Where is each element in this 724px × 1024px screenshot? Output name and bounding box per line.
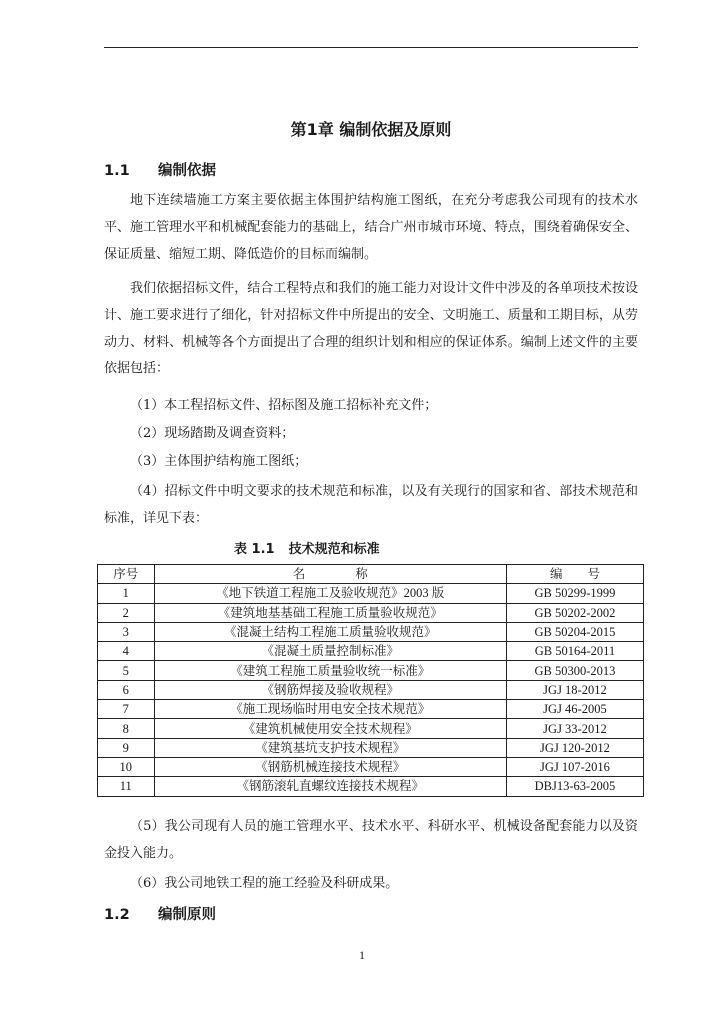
row-code: JGJ 120-2012 — [506, 738, 643, 757]
header-index: 序号 — [98, 565, 155, 584]
row-index: 1 — [98, 584, 155, 603]
row-name: 《建筑机械使用安全技术规程》 — [154, 719, 506, 738]
spec-table — [97, 564, 644, 797]
row-index: 2 — [98, 603, 155, 622]
paragraph-tender: 我们依据招标文件，结合工程特点和我们的施工能力对设计文件中涉及的各单项技术按设计、施工要求进行了细化，针对招标文件中所提出的安全、文明施工、质量和工期目标，从劳动力、材料、机械等各个方面提出了合理的组织计划和相应的保证体系。编制上述文件的主要依据包括： — [104, 281, 638, 377]
table-row — [98, 738, 644, 757]
row-index: 4 — [98, 642, 155, 661]
section-title: 编制原则 — [158, 907, 216, 923]
row-index: 10 — [98, 757, 155, 776]
row-index: 5 — [98, 661, 155, 680]
row-name: 《建筑基坑支护技术规程》 — [154, 738, 506, 757]
table-row — [98, 661, 644, 680]
list-item: （6）我公司地铁工程的施工经验及科研成果。 — [130, 876, 399, 891]
row-index: 6 — [98, 680, 155, 699]
section-heading-1-1 — [104, 160, 216, 182]
row-name: 《混凝土结构工程施工质量验收规范》 — [154, 622, 506, 641]
table-row — [98, 719, 644, 738]
table-caption-number: 表 1.1 — [234, 542, 275, 557]
table-row — [98, 700, 644, 719]
row-name: 《施工现场临时用电安全技术规范》 — [154, 700, 506, 719]
page-number: 1 — [359, 948, 365, 962]
row-index: 7 — [98, 700, 155, 719]
row-code: JGJ 46-2005 — [506, 700, 643, 719]
row-name: 《钢筋焊接及验收规程》 — [154, 680, 506, 699]
table-row — [98, 584, 644, 603]
row-name: 《混凝土质量控制标准》 — [154, 642, 506, 661]
header-code: 编 号 — [506, 565, 643, 584]
table-row — [98, 642, 644, 661]
list-item: （3）主体围护结构施工图纸； — [130, 454, 308, 469]
row-code: JGJ 33-2012 — [506, 719, 643, 738]
list-item: （5）我公司现有人员的施工管理水平、技术水平、科研水平、机械设备配套能力以及资金投入能力。 — [104, 819, 638, 861]
table-row — [98, 777, 644, 796]
row-code: GB 50299-1999 — [506, 584, 643, 603]
section-heading-1-2 — [104, 904, 216, 926]
row-index: 9 — [98, 738, 155, 757]
row-index: 11 — [98, 777, 155, 796]
table-caption — [234, 540, 380, 560]
row-code: GB 50202-2002 — [506, 603, 643, 622]
section-number: 1.1 — [104, 163, 130, 179]
table-caption-title: 技术规范和标准 — [288, 542, 380, 557]
row-name: 《钢筋机械连接技术规程》 — [154, 757, 506, 776]
row-code: JGJ 18-2012 — [506, 680, 643, 699]
paragraph-basis: 地下连续墙施工方案主要依据主体围护结构施工图纸，在充分考虑我公司现有的技术水平、施工管理水平和机械配套能力的基础上，结合广州市城市环境、特点，围绕着确保安全、保证质量、缩短工期、降低造价的目标而编制。 — [104, 193, 638, 262]
table-header-row — [98, 565, 644, 584]
header-name: 名 称 — [154, 565, 506, 584]
row-name: 《建筑地基基础工程施工质量验收规范》 — [154, 603, 506, 622]
row-name: 《地下铁道工程施工及验收规范》2003 版 — [154, 584, 506, 603]
row-index: 3 — [98, 622, 155, 641]
table-row — [98, 680, 644, 699]
row-name: 《建筑工程施工质量验收统一标准》 — [154, 661, 506, 680]
table-row — [98, 622, 644, 641]
table-row — [98, 757, 644, 776]
row-code: GB 50164-2011 — [506, 642, 643, 661]
row-code: GB 50204-2015 — [506, 622, 643, 641]
row-name: 《钢筋滚轧直螺纹连接技术规程》 — [154, 777, 506, 796]
table-row — [98, 603, 644, 622]
row-index: 8 — [98, 719, 155, 738]
row-code: GB 50300-2013 — [506, 661, 643, 680]
chapter-title: 第1章 编制依据及原则 — [290, 120, 452, 139]
section-number: 1.2 — [104, 907, 130, 923]
list-item: （4）招标文件中明文要求的技术规范和标准，以及有关现行的国家和省、部技术规范和标准，详见下表： — [104, 484, 638, 526]
section-title: 编制依据 — [158, 163, 216, 179]
list-item: （1）本工程招标文件、招标图及施工招标补充文件； — [130, 398, 438, 413]
row-code: DBJ13-63-2005 — [506, 777, 643, 796]
row-code: JGJ 107-2016 — [506, 757, 643, 776]
header-rule — [104, 47, 638, 48]
list-item: （2）现场踏勘及调查资料； — [130, 426, 295, 441]
